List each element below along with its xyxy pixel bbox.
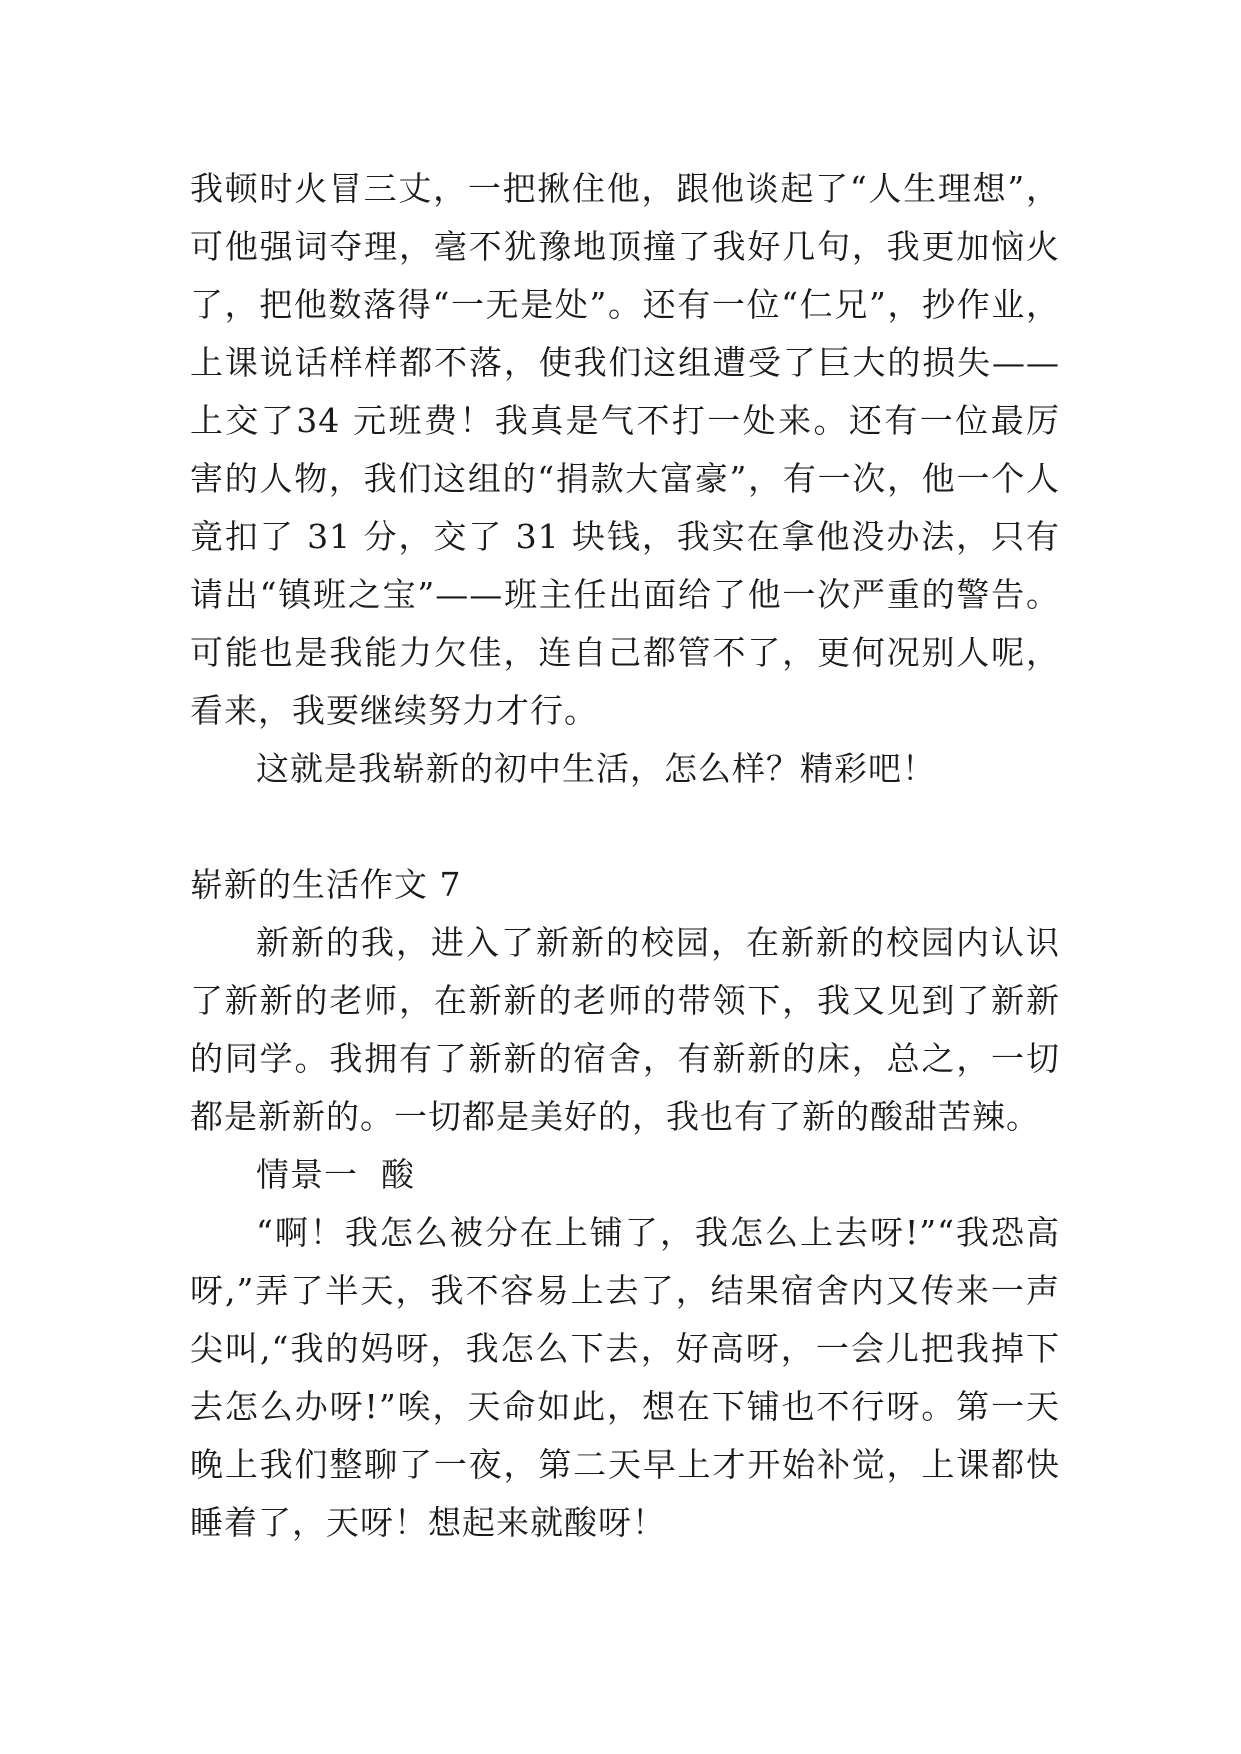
section-title: 崭新的生活作文 7 (190, 865, 462, 904)
document-body (190, 160, 1060, 1552)
section-paragraph-2: 情景一 酸 (256, 1155, 415, 1194)
paragraph-2: 这就是我崭新的初中生活，怎么样？精彩吧！ (256, 749, 936, 788)
paragraph-1: 我顿时火冒三丈，一把揪住他，跟他谈起了“人生理想”，可他强词夺理，毫不犹豫地顶撞了我好几句，我更加恼火了，把他数落得“一无是处”。还有一位“仁兄”，抄作业，上课说话样样都不落，使我们这组遭受了巨大的损失——上交了34 元班费！我真是气不打一处来。还有一位最厉害的人物，我们这组的“捐款大富豪”，有一次，他一个人竟扣了 31 分，交了 31 块钱，我实在拿他没办法，只有请出“镇班之宝”——班主任出面给了他一次严重的警告。可能也是我能力欠佳，连自己都管不了，更何况别人呢，看来，我要继续努力才行。 (190, 169, 1060, 730)
section-paragraph-3: “啊！我怎么被分在上铺了，我怎么上去呀!”“我恐高呀,”弄了半天，我不容易上去了，结果宿舍内又传来一声尖叫,“我的妈呀，我怎么下去，好高呀，一会儿把我掉下去怎么办呀!”唉，天命如此，想在下铺也不行呀。第一天晚上我们整聊了一夜，第二天早上才开始补觉，上课都快睡着了，天呀！想起来就酸呀！ (190, 1213, 1060, 1542)
section-gap (190, 798, 1060, 856)
section-paragraph-1: 新新的我，进入了新新的校园，在新新的校园内认识了新新的老师，在新新的老师的带领下，我又见到了新新的同学。我拥有了新新的宿舍，有新新的床，总之，一切都是新新的。一切都是美好的，我也有了新的酸甜苦辣。 (190, 923, 1060, 1136)
